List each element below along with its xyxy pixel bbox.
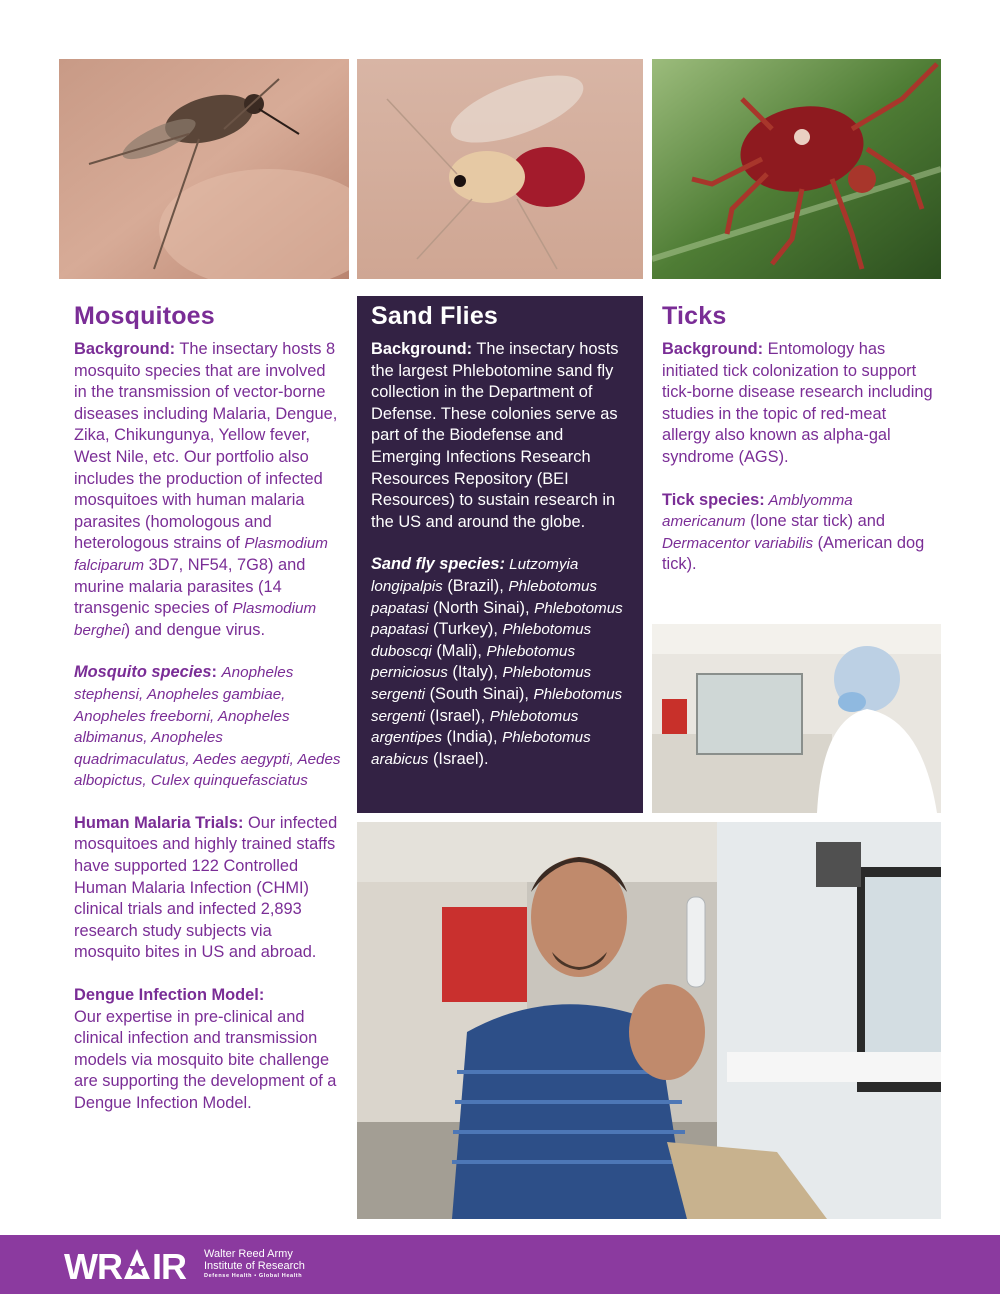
sand-fly-species-name: Phlebotomus papatasi: [371, 577, 598, 617]
sand-fly-species-name: Phlebotomus sergenti: [371, 685, 623, 725]
org-line-1: Walter Reed Army: [204, 1248, 293, 1260]
researcher-photo: [357, 822, 941, 1219]
mosquito-photo: [59, 59, 349, 279]
sand-fly-species: [371, 554, 629, 770]
ticks-background-text: Entomology has initiated tick colonization to support tick-borne disease research including studies in the topic of red-meat allergy also known as alpha-gal syndrome (AGS).: [662, 340, 933, 466]
org-name: [204, 1248, 305, 1272]
sand-fly-species-location: (Mali),: [431, 641, 487, 660]
sand-fly-species-name: Phlebotomus perniciosus: [371, 642, 576, 682]
sand-fly-species-name: Lutzomyia longipalpis: [371, 556, 579, 595]
tick-species-text-2: (American dog tick).: [662, 533, 925, 574]
mosquitoes-background-label: Background:: [74, 340, 176, 358]
mosquitoes-section: [74, 302, 342, 1136]
logo-star-icon: [122, 1246, 152, 1282]
sand-fly-species-location: (Turkey),: [428, 620, 503, 639]
sand-fly-species-location: (Brazil),: [442, 576, 509, 595]
sand-fly-species-location: (Italy),: [447, 663, 503, 682]
footer-bar: [0, 1235, 1000, 1294]
sand-flies-heading: Sand Flies: [371, 302, 499, 330]
mosquito-species-list: Anopheles stephensi, Anopheles gambiae, Anopheles freeborni, Anopheles albimanus, Anopheles quadrimaculatus, Aedes aegypti, Aedes albopictus, Culex quinquefasciatus: [74, 664, 341, 790]
sand-flies-section: [357, 296, 643, 813]
sand-fly-species-name: Phlebotomus sergenti: [371, 664, 592, 703]
logo-text-wr: WR: [64, 1246, 122, 1287]
dengue-text: Our expertise in pre-clinical and clinical infection and transmission models via mosquito bite challenge are supporting the development of a Dengue Infection Model.: [74, 1007, 337, 1112]
ticks-background: [662, 339, 938, 469]
sand-fly-species-location: (Israel).: [428, 749, 489, 768]
trials-label: Human Malaria Trials:: [74, 813, 244, 832]
sand-flies-background: [371, 339, 629, 533]
ticks-background-label: Background:: [662, 340, 764, 358]
mosquitoes-background-italic-2: Plasmodium berghei: [74, 600, 317, 639]
org-tagline: Defense Health • Global Health: [204, 1273, 303, 1279]
sand-fly-photo: [357, 59, 643, 279]
sand-fly-species-name: Phlebotomus duboscqi: [371, 621, 592, 660]
mosquito-species: [74, 662, 342, 792]
sand-fly-species-location: (North Sinai),: [428, 598, 535, 617]
mosquitoes-background-italic-1: Plasmodium falciparum: [74, 535, 328, 574]
tick-species-italic-1: Amblyomma americanum: [662, 491, 853, 531]
mosquitoes-background-text-3: ) and dengue virus.: [124, 620, 265, 639]
mosquitoes-heading: Mosquitoes: [74, 302, 215, 330]
sand-flies-background-text: The insectary hosts the largest Phlebotomine sand fly collection in the Department of Defense. These colonies serve as part of the Biodefense and Emerging Infections Research Resources Repository (BEI Resources) to sustain research in the US and around the globe.: [371, 340, 619, 531]
ticks-heading: Ticks: [662, 302, 727, 330]
sand-fly-species-label: Sand fly species:: [371, 555, 505, 574]
sand-fly-species-name: Phlebotomus papatasi: [371, 599, 623, 639]
tick-species-label: Tick species:: [662, 490, 765, 509]
mosquitoes-background-text-2: 3D7, NF54, 7G8) and murine malaria parasites (14 transgenic species of: [74, 555, 306, 618]
tick-species-italic-2: Dermacentor variabilis: [662, 534, 814, 552]
mosquitoes-background-text-1: The insectary hosts 8 mosquito species that are involved in the transmission of vector-borne diseases including Malaria, Dengue, Zika, Chikungunya, Yellow fever, West Nile, etc. Our portfolio also includes the production of infected mosquitoes with human malaria parasites (homologous and heterologous strains of: [74, 340, 338, 553]
sand-flies-background-label: Background:: [371, 340, 473, 358]
mosquitoes-background: [74, 339, 342, 641]
mosquito-species-colon: :: [211, 663, 222, 682]
tick-species-text-1: (lone star tick) and: [745, 512, 885, 531]
org-line-2: Institute of Research: [204, 1260, 305, 1272]
trials-text: Our infected mosquitoes and highly trained staffs have supported 122 Controlled Human Malaria Infection (CHMI) clinical trials and infected 2,893 research study subjects via mosquito bites in US and abroad.: [74, 813, 338, 962]
dengue-label: Dengue Infection Model:: [74, 986, 265, 1005]
ticks-section: [662, 302, 938, 597]
sand-fly-species-location: (India),: [441, 728, 503, 747]
sand-fly-species-location: (South Sinai),: [425, 684, 534, 703]
sand-fly-species-location: (Israel),: [425, 706, 490, 725]
human-malaria-trials: [74, 813, 342, 964]
dengue-infection-model: [74, 985, 342, 1115]
tick-species: [662, 490, 938, 576]
logo-text-ir: IR: [151, 1246, 186, 1287]
wrair-logo[interactable]: [64, 1246, 186, 1288]
mosquito-species-label: Mosquito species: [74, 663, 212, 682]
sand-fly-species-name: Phlebotomus argentipes: [371, 707, 579, 747]
sand-fly-species-name: Phlebotomus arabicus: [371, 729, 591, 768]
tick-photo: [652, 59, 941, 279]
lab-worker-photo: [652, 624, 941, 813]
